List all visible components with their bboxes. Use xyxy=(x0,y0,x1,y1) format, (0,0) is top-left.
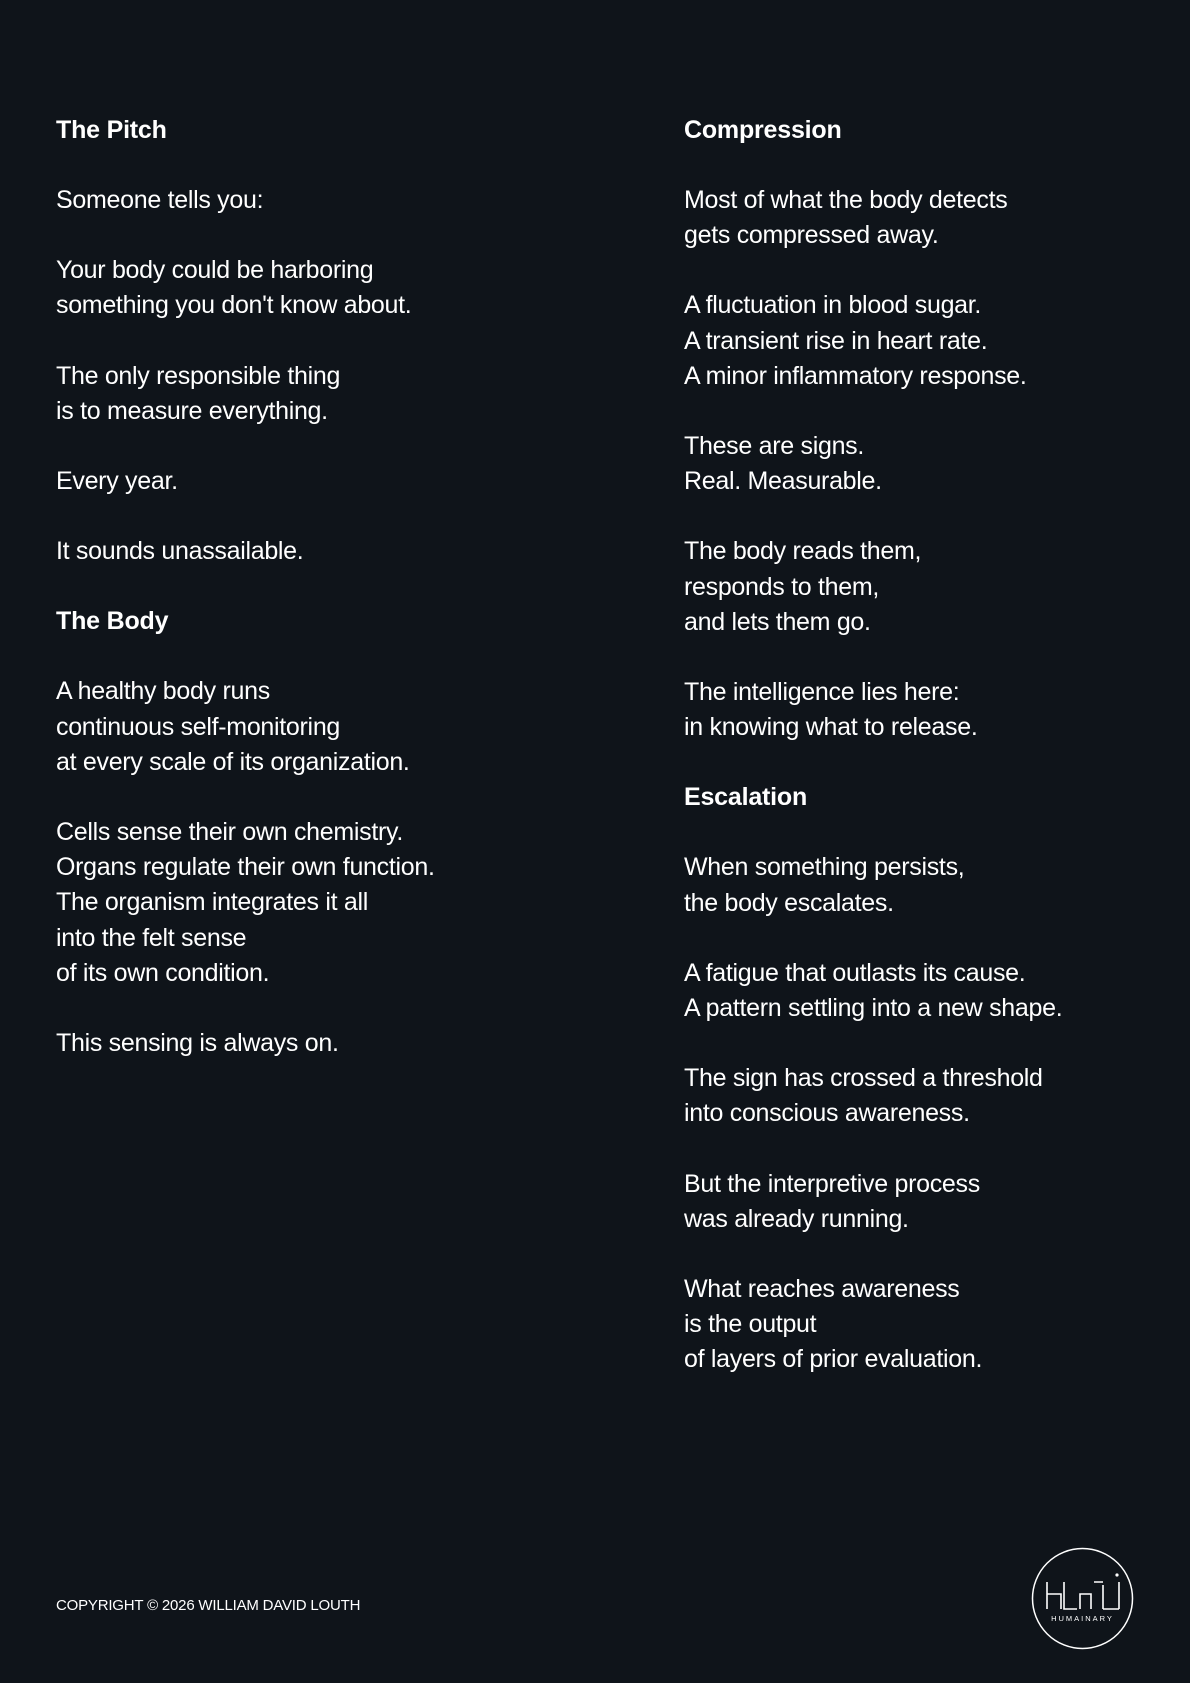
poem-line: A pattern settling into a new shape. xyxy=(684,994,1063,1023)
copyright-notice: COPYRIGHT © 2026 WILLIAM DAVID LOUTH xyxy=(56,1597,361,1614)
poem-line: was already running. xyxy=(684,1204,909,1233)
poem-line: A minor inflammatory response. xyxy=(684,361,1027,390)
poem-line: the body escalates. xyxy=(684,888,894,917)
poem-line: is the output xyxy=(684,1310,817,1339)
poem-line: gets compressed away. xyxy=(684,221,939,250)
poem-line: is to measure everything. xyxy=(56,396,328,425)
stanza xyxy=(684,288,1154,394)
poem-line: A fluctuation in blood sugar. xyxy=(684,291,982,320)
poem-line: These are signs. xyxy=(684,432,865,461)
poem-line: at every scale of its organization. xyxy=(56,747,410,776)
poem-line: into the felt sense xyxy=(56,923,247,952)
stanza xyxy=(56,464,616,499)
poem-line: When something persists, xyxy=(684,853,965,882)
stanza xyxy=(684,1272,1154,1378)
stanza xyxy=(56,674,616,780)
poem-line: Someone tells you: xyxy=(56,186,264,214)
stanza xyxy=(56,359,616,429)
stanza xyxy=(56,253,616,323)
section-title: Escalation xyxy=(684,783,808,812)
right-column xyxy=(684,113,1154,1378)
stanza xyxy=(684,183,1154,253)
poem-line: something you don't know about. xyxy=(56,291,412,320)
stanza xyxy=(684,1167,1154,1237)
stanza xyxy=(684,1061,1154,1131)
poem-line: But the interpretive process xyxy=(684,1169,980,1198)
poem-line: in knowing what to release. xyxy=(684,713,978,742)
poem-line: of layers of prior evaluation. xyxy=(684,1345,983,1374)
poem-line: A fatigue that outlasts its cause. xyxy=(684,958,1026,987)
stanza xyxy=(684,429,1154,499)
stanza xyxy=(684,956,1154,1026)
poem-line: responds to them, xyxy=(684,572,880,601)
stanza xyxy=(56,815,616,991)
poem-line: of its own condition. xyxy=(56,958,270,987)
stanza xyxy=(684,850,1154,920)
poem-line: Every year. xyxy=(56,467,178,496)
poem-line: Cells sense their own chemistry. xyxy=(56,818,404,847)
section-title: The Body xyxy=(56,607,169,636)
section-title: The Pitch xyxy=(56,116,167,144)
poem-line: The intelligence lies here: xyxy=(684,678,960,707)
stanza xyxy=(56,534,616,569)
poem-line: and lets them go. xyxy=(684,607,871,636)
left-column xyxy=(56,113,616,1061)
stanza xyxy=(684,534,1154,640)
poem-line: Your body could be harboring xyxy=(56,256,374,285)
poem-line: The only responsible thing xyxy=(56,361,341,390)
humainary-logo-icon xyxy=(1031,1547,1134,1650)
poem-line: What reaches awareness xyxy=(684,1275,960,1304)
poem-line: into conscious awareness. xyxy=(684,1099,970,1128)
section-title: Compression xyxy=(684,116,842,144)
poem-line: A healthy body runs xyxy=(56,677,270,706)
logo-text: HUMAINARY xyxy=(1051,1614,1114,1623)
stanza xyxy=(56,1026,616,1061)
poem-line: Real. Measurable. xyxy=(684,467,882,496)
poem-line: The sign has crossed a threshold xyxy=(684,1064,1043,1093)
poem-line: The organism integrates it all xyxy=(56,888,368,917)
poem-line: Organs regulate their own function. xyxy=(56,853,435,882)
poem-line: It sounds unassailable. xyxy=(56,537,304,566)
stanza xyxy=(684,675,1154,745)
poem-line: Most of what the body detects xyxy=(684,186,1008,214)
poem-line: The body reads them, xyxy=(684,537,922,566)
stanza xyxy=(56,183,616,218)
poem-line: continuous self-monitoring xyxy=(56,712,341,741)
poem-line: This sensing is always on. xyxy=(56,1029,339,1058)
poem-line: A transient rise in heart rate. xyxy=(684,326,988,355)
